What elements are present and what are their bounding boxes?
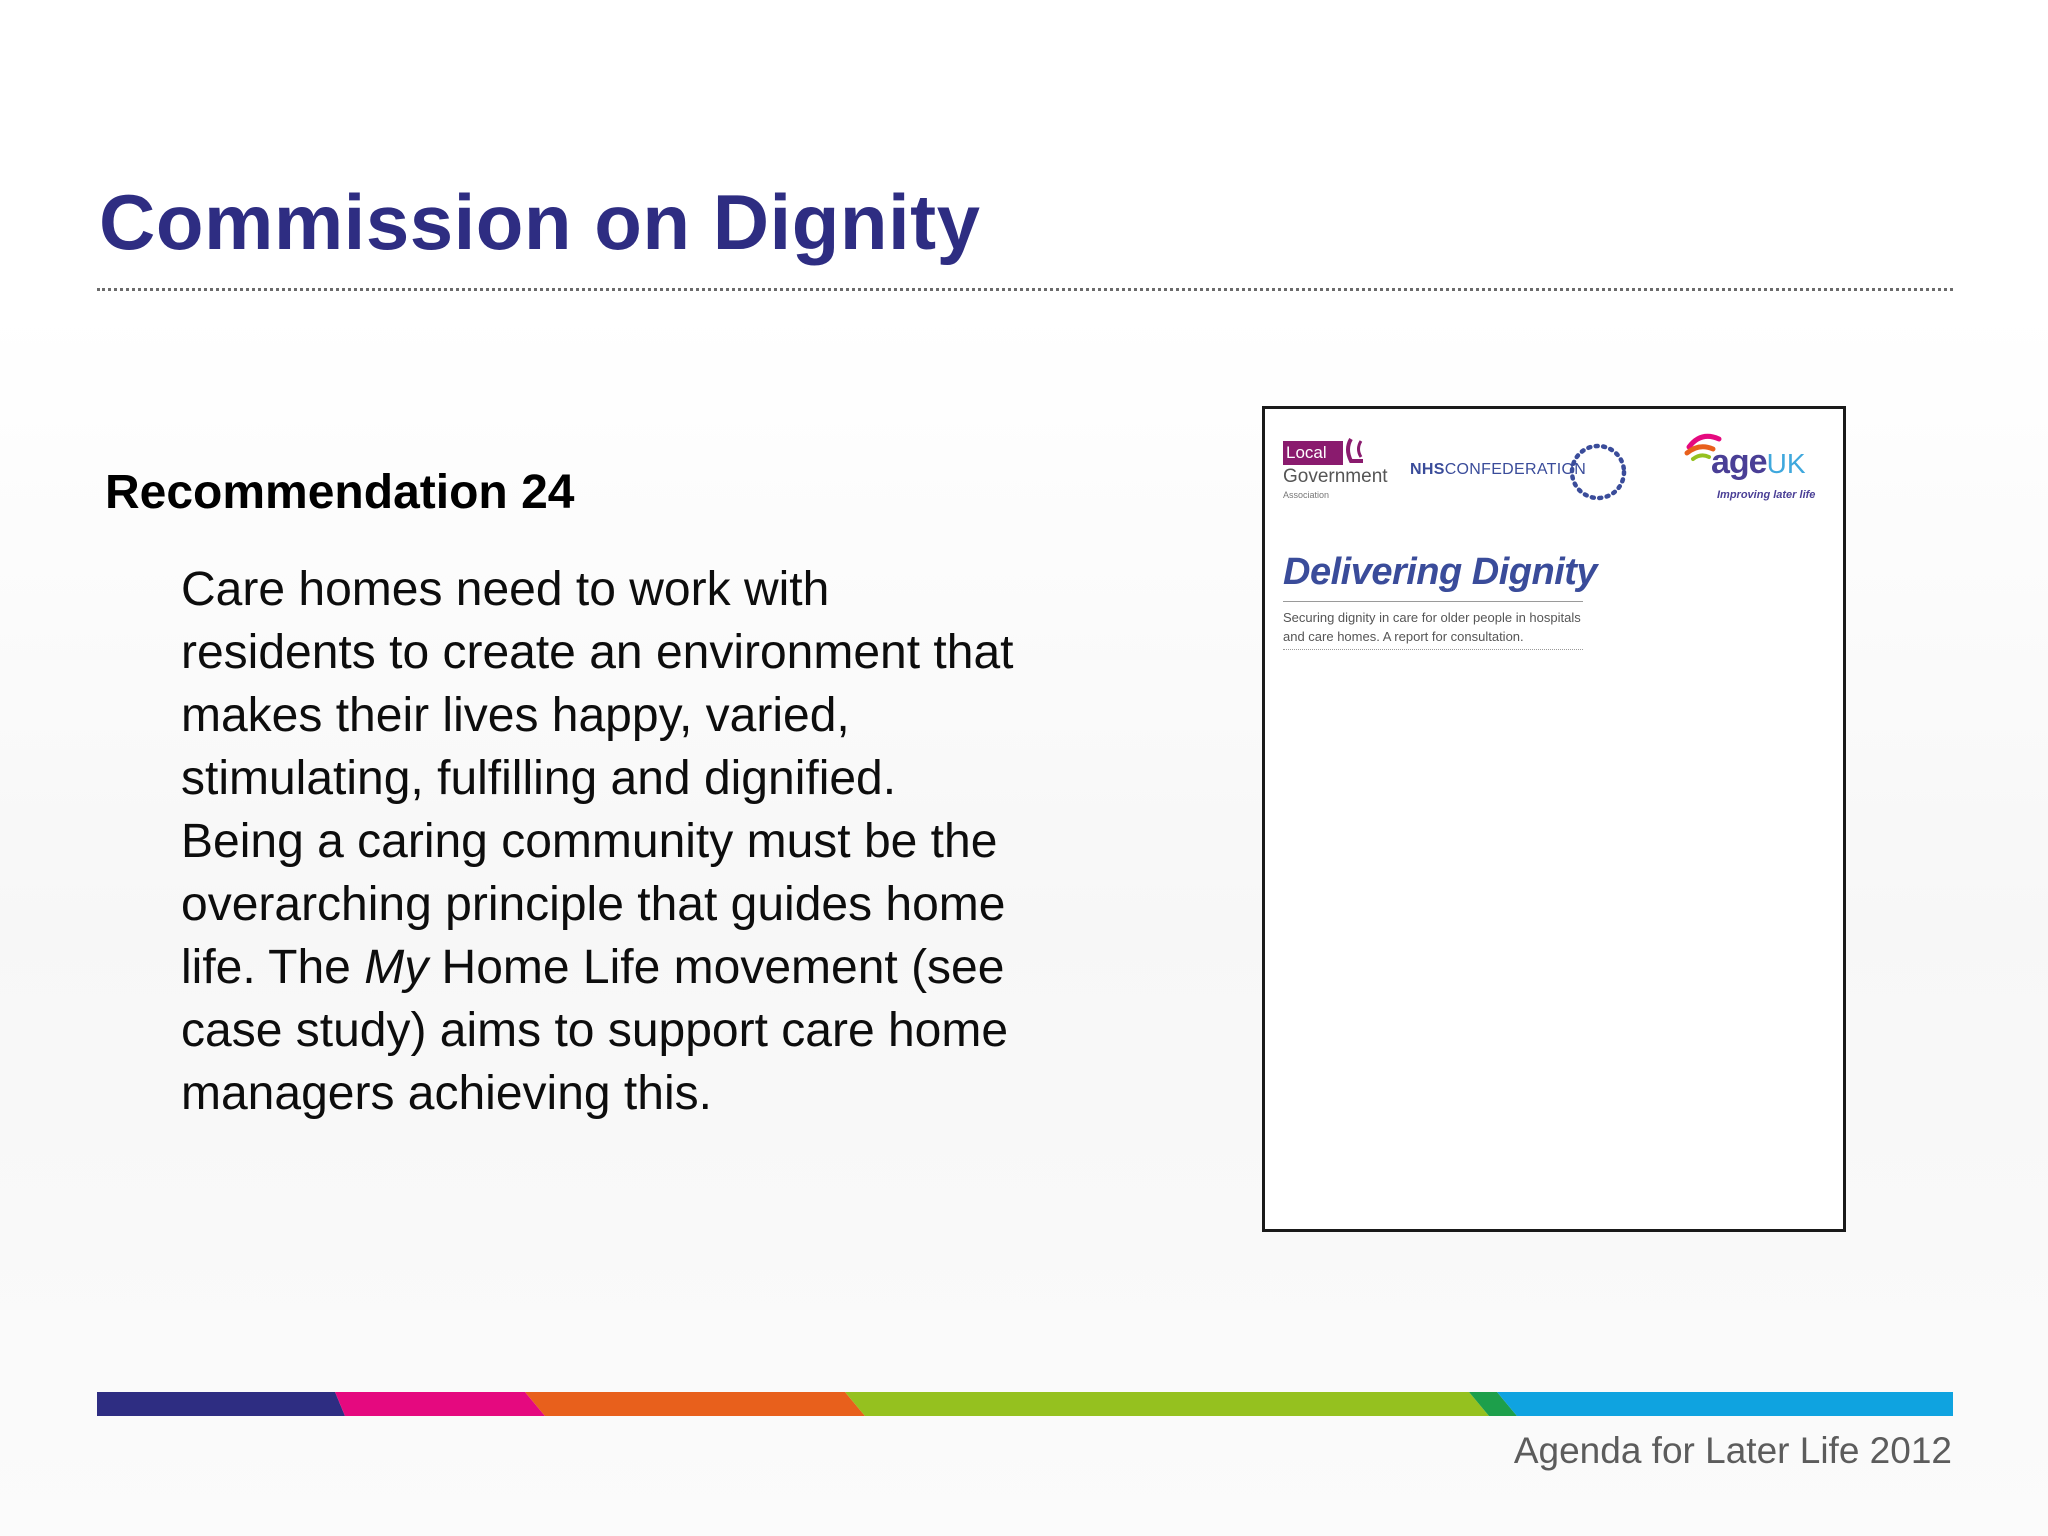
lga-logo-subtitle: Association	[1283, 490, 1330, 500]
age-uk-uk: UK	[1766, 448, 1806, 479]
lga-logo-box: Local	[1283, 441, 1343, 465]
report-title: Delivering Dignity	[1283, 551, 1598, 593]
body-line: Being a caring community must be the	[181, 815, 998, 868]
recommendation-heading: Recommendation 24	[105, 466, 575, 519]
report-subtitle: Securing dignity in care for older people in hospitals and care homes. A report for consultation.	[1283, 610, 1581, 644]
color-band-decoration	[97, 1392, 1953, 1416]
title-divider	[97, 288, 1953, 291]
body-line: case study) aims to support care home	[181, 1004, 1009, 1057]
recommendation-body	[181, 558, 1101, 1125]
body-line: overarching principle that guides home	[181, 878, 1006, 931]
lga-logo-name: Government	[1283, 466, 1388, 487]
band-segment-pink	[335, 1392, 545, 1416]
body-line: stimulating, fulfilling and dignified.	[181, 752, 897, 805]
age-uk-tagline: Improving later life	[1717, 489, 1816, 501]
body-text: Home Life movement (see	[428, 941, 1005, 994]
body-line: Care homes need to work with	[181, 563, 830, 616]
nhs-logo-bold: NHS	[1410, 461, 1445, 478]
report-divider	[1283, 601, 1583, 602]
nhs-confederation-logo	[1410, 461, 1586, 479]
lga-mark-icon	[1343, 437, 1373, 467]
report-cover-image	[1262, 406, 1846, 1232]
footer-caption: Agenda for Later Life 2012	[1513, 1430, 1952, 1471]
slide-title: Commission on Dignity	[99, 178, 981, 266]
band-segment-navy	[97, 1392, 345, 1416]
age-uk-logo	[1683, 423, 1833, 513]
body-line: residents to create an environment that	[181, 626, 1014, 679]
body-text: life. The	[181, 941, 365, 994]
age-uk-age: age	[1711, 443, 1767, 481]
body-line	[181, 936, 1101, 999]
body-line: makes their lives happy, varied,	[181, 689, 850, 742]
band-segment-orange	[525, 1392, 865, 1416]
report-divider-dotted	[1283, 649, 1583, 650]
body-line: managers achieving this.	[181, 1067, 712, 1120]
body-italic-text: My	[364, 941, 429, 994]
nhs-dotted-ring-icon	[1565, 439, 1631, 505]
band-segment-lime	[845, 1392, 1489, 1416]
band-segment-blue	[1497, 1392, 1953, 1416]
lga-logo	[1283, 437, 1403, 507]
nhs-logo-rest: CONFEDERATION	[1444, 461, 1587, 478]
age-uk-wordmark	[1711, 443, 1806, 482]
